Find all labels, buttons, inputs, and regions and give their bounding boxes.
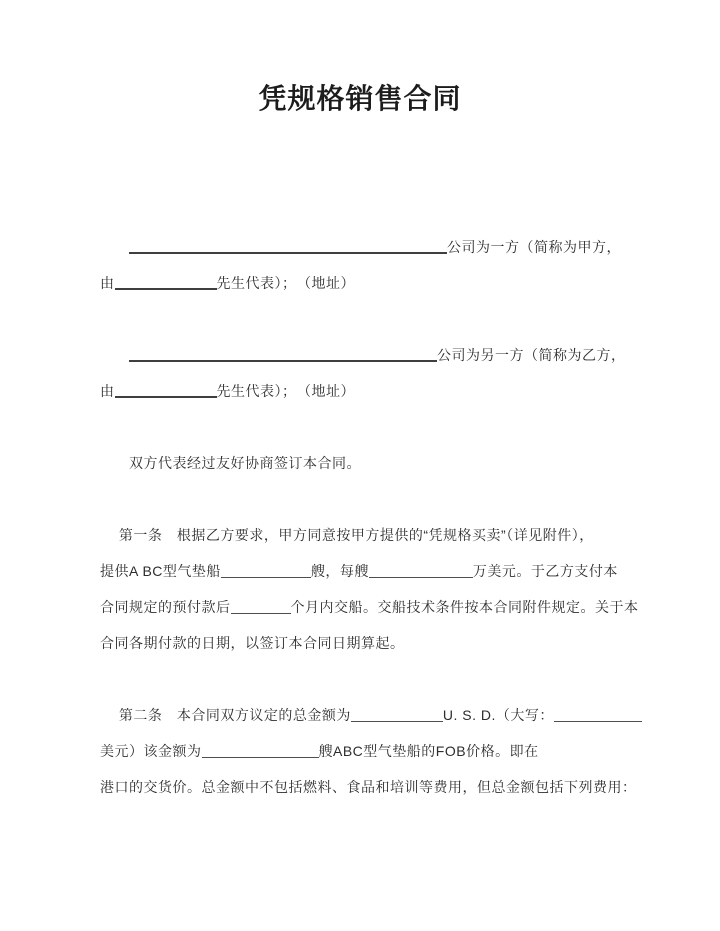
blank-field — [554, 708, 642, 722]
text-line — [100, 553, 670, 589]
paragraph-article-2 — [100, 697, 670, 805]
text-run: 个月内交船。交船技术条件按本合同附件规定。关于本 — [290, 599, 639, 615]
blank-field — [351, 708, 443, 722]
text-run: 由 — [100, 275, 115, 291]
blank-field — [115, 275, 217, 290]
text-run: 第二条 本合同双方议定的总金额为 — [100, 707, 351, 723]
paragraph-article-1 — [100, 517, 670, 661]
text-line — [100, 517, 670, 553]
text-run: 合同各期付款的日期，以签订本合同日期算起。 — [100, 635, 405, 651]
text-run: 公司为另一方（简称为乙方， — [437, 347, 626, 363]
text-line — [100, 625, 670, 661]
text-line — [100, 337, 670, 373]
text-run: 万美元。于乙方支付本 — [472, 563, 618, 579]
text-line — [100, 373, 670, 409]
text-run: 公司为一方（简称为甲方， — [447, 239, 621, 255]
text-run: 第一条 根据乙方要求，甲方同意按甲方提供的“凭规格买卖”（详见附件）， — [100, 527, 594, 543]
text-line — [100, 229, 670, 265]
text-line — [100, 697, 670, 733]
paragraph-preamble — [100, 445, 670, 481]
text-line — [100, 769, 670, 805]
text-run — [100, 239, 129, 255]
document-body — [100, 229, 670, 805]
text-run: 美元）该金额为 — [100, 743, 202, 759]
text-run: 提供A BC型气垫船 — [100, 563, 221, 579]
text-run: U. S. D.（大写： — [442, 707, 554, 723]
text-run: 合同规定的预付款后 — [100, 599, 231, 615]
blank-field — [231, 600, 291, 614]
text-run: 双方代表经过友好协商签订本合同。 — [100, 455, 361, 471]
text-run: 由 — [100, 383, 115, 399]
paragraph-party-b — [100, 337, 670, 409]
text-run: 艘，每艘 — [310, 563, 369, 579]
text-run: 艘ABC型气垫船的FOB价格。即在 — [318, 743, 539, 759]
blank-field — [115, 383, 217, 398]
text-run: 先生代表）； （地址） — [216, 383, 355, 399]
blank-field — [221, 564, 311, 578]
blank-field — [129, 347, 437, 362]
text-line — [100, 733, 670, 769]
text-run: 先生代表）； （地址） — [216, 275, 355, 291]
blank-field — [369, 564, 473, 578]
document-title: 凭规格销售合同 — [258, 84, 462, 115]
text-run — [100, 347, 129, 363]
text-line — [100, 589, 670, 625]
blank-field — [202, 744, 319, 758]
text-run: 港口的交货价。总金额中不包括燃料、食品和培训等费用，但总金额包括下列费用： — [100, 779, 637, 795]
paragraph-party-a — [100, 229, 670, 301]
text-line — [100, 445, 670, 481]
blank-field — [129, 239, 447, 254]
text-line — [100, 265, 670, 301]
